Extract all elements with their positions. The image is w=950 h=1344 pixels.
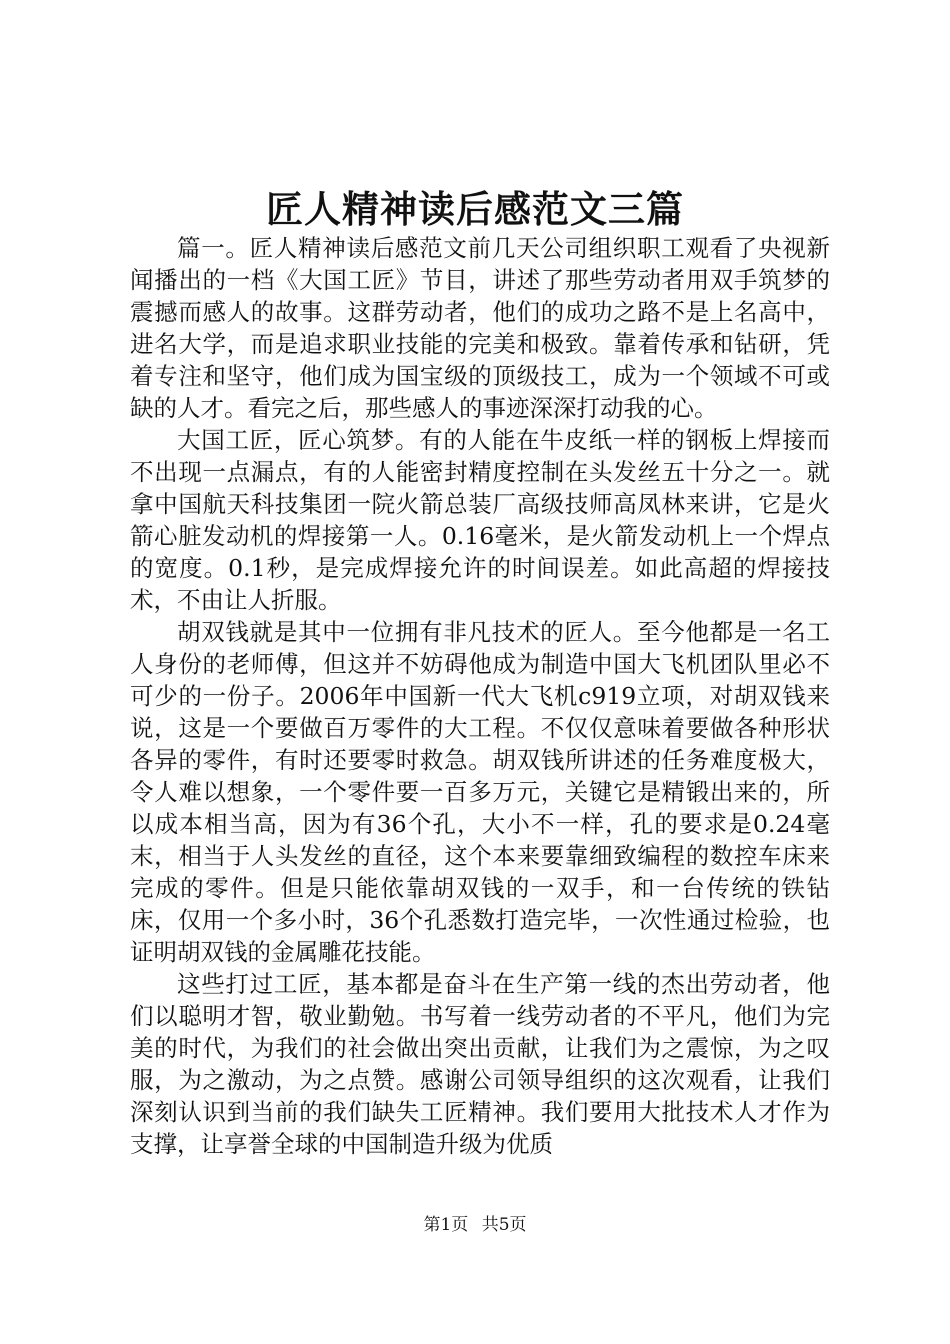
page-number-current: 第1页 [423, 1215, 469, 1235]
paragraph-4: 这些打过工匠，基本都是奋斗在生产第一线的杰出劳动者，他们以聪明才智，敬业勤勉。书写着一线劳动者的不平凡，他们为完美的时代，为我们的社会做出突出贡献，让我们为之震惊，为之叹服，为之激动，为之点赞。感谢公司领导组织的这次观看，让我们深刻认识到当前的我们缺失工匠精神。我们要用大批技术人才作为支撑，让享誉全球的中国制造升级为优质 [130, 970, 830, 1158]
paragraph-3: 胡双钱就是其中一位拥有非凡技术的匠人。至今他都是一名工人身份的老师傅，但这并不妨碍他成为制造中国大飞机团队里必不可少的一份子。2006年中国新一代大飞机c919立项，对胡双钱来说，这是一个要做百万零件的大工程。不仅仅意味着要做各种形状各异的零件，有时还要零时救急。胡双钱所讲述的任务难度极大，令人难以想象，一个零件要一百多万元，关键它是精锻出来的，所以成本相当高，因为有36个孔，大小不一样，孔的要求是0.24毫末，相当于人头发丝的直径，这个本来要靠细致编程的数控车床来完成的零件。但是只能依靠胡双钱的一双手，和一台传统的铁钻床，仅用一个多小时，36个孔悉数打造完毕，一次性通过检验，也证明胡双钱的金属雕花技能。 [130, 618, 830, 966]
paragraph-1: 篇一。匠人精神读后感范文前几天公司组织职工观看了央视新闻播出的一档《大国工匠》节目，讲述了那些劳动者用双手筑梦的震撼而感人的故事。这群劳动者，他们的成功之路不是上名高中，进名大学，而是追求职业技能的完美和极致。靠着传承和钻研，凭着专注和坚守，他们成为国宝级的顶级技工，成为一个领域不可或缺的人才。看完之后，那些感人的事迹深深打动我的心。 [130, 234, 830, 422]
document-body [130, 232, 830, 1160]
page-number-total: 共5页 [481, 1215, 527, 1235]
document-title: 匠人精神读后感范文三篇 [266, 187, 684, 231]
paragraph-2: 大国工匠，匠心筑梦。有的人能在牛皮纸一样的钢板上焊接而不出现一点漏点，有的人能密封精度控制在头发丝五十分之一。就拿中国航天科技集团一院火箭总装厂高级技师高凤林来讲，它是火箭心脏发动机的焊接第一人。0.16毫米，是火箭发动机上一个焊点的宽度。0.1秒，是完成焊接允许的时间误差。如此高超的焊接技术，不由让人折服。 [130, 426, 830, 614]
page-footer [0, 1213, 950, 1237]
